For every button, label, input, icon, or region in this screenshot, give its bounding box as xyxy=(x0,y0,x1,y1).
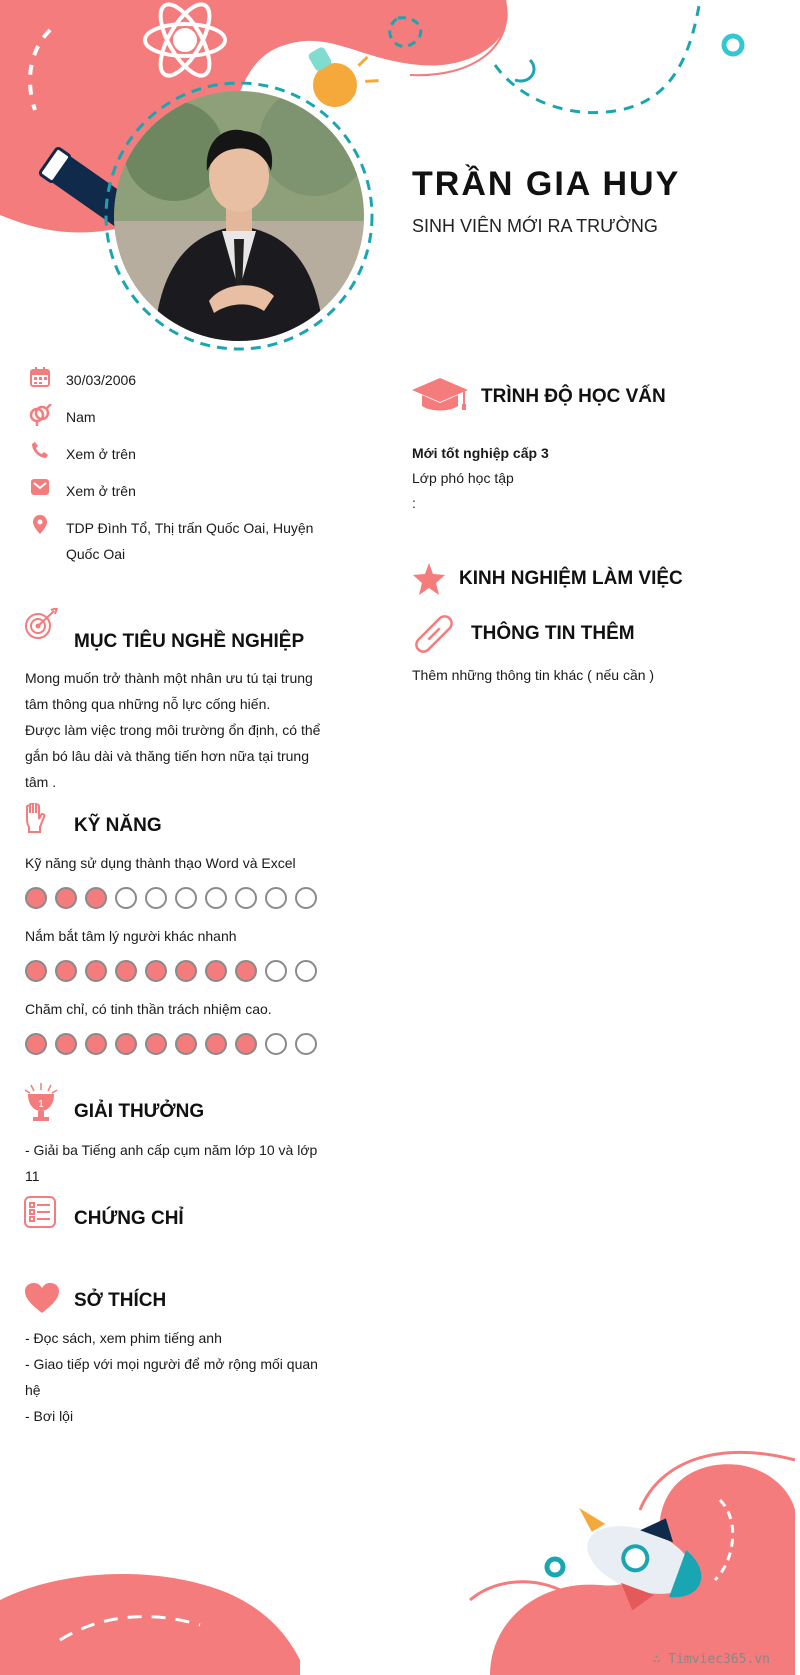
skill-dot-filled xyxy=(175,1033,197,1055)
skill-dot-empty xyxy=(265,960,287,982)
gender-row xyxy=(26,404,96,430)
skill-dot-filled xyxy=(85,1033,107,1055)
education-school: Mới tốt nghiệp cấp 3 xyxy=(412,445,549,461)
hobby-line: - Bơi lội xyxy=(25,1408,74,1424)
candidate-name: TRẦN GIA HUY xyxy=(412,165,681,203)
certificates-title: CHỨNG CHỈ xyxy=(74,1208,184,1229)
objective-line: Mong muốn trở thành một nhân ưu tú tại trung xyxy=(25,670,313,686)
objective-title: MỤC TIÊU NGHỀ NGHIỆP xyxy=(74,631,305,652)
skill-dot-filled xyxy=(175,960,197,982)
hand-icon xyxy=(24,803,46,838)
skill-dot-filled xyxy=(205,1033,227,1055)
address-line-1: TDP Đình Tổ, Thị trấn Quốc Oai, Huyện xyxy=(66,520,314,536)
objective-line: Được làm việc trong môi trường ổn định, có thể xyxy=(25,722,321,738)
objective-line: tâm . xyxy=(25,774,57,790)
skill-dot-empty xyxy=(295,960,317,982)
skill-dot-filled xyxy=(115,1033,137,1055)
email-row xyxy=(26,478,136,504)
skill-dot-filled xyxy=(55,1033,77,1055)
hobby-line: - Đọc sách, xem phim tiếng anh xyxy=(25,1330,222,1346)
link-icon xyxy=(414,614,454,659)
skill-name: Chăm chỉ, có tinh thần trách nhiệm cao. xyxy=(25,1001,272,1017)
skill-dot-filled xyxy=(115,960,137,982)
svg-text:1: 1 xyxy=(38,1099,44,1110)
calendar-icon xyxy=(26,367,54,389)
award-line: - Giải ba Tiếng anh cấp cụm năm lớp 10 và lớp xyxy=(25,1142,318,1158)
education-extra: : xyxy=(412,495,416,511)
trophy-icon xyxy=(24,1083,58,1128)
skill-dot-filled xyxy=(85,887,107,909)
heart-icon xyxy=(24,1282,60,1319)
skill-dot-filled xyxy=(55,887,77,909)
gender-text: Nam xyxy=(66,409,96,425)
objective-text xyxy=(25,665,325,795)
skills-title: KỸ NĂNG xyxy=(74,815,162,836)
skill-dot-filled xyxy=(25,1033,47,1055)
more-info-text: Thêm những thông tin khác ( nếu cần ) xyxy=(412,667,655,683)
location-pin-icon xyxy=(26,515,54,537)
skill-dot-filled xyxy=(205,960,227,982)
skill-dot-filled xyxy=(235,1033,257,1055)
skill-name: Kỹ năng sử dụng thành thạo Word và Excel xyxy=(25,855,296,871)
skill-dot-filled xyxy=(25,887,47,909)
hobbies-text xyxy=(25,1325,325,1429)
checklist-icon xyxy=(24,1196,56,1233)
experience-title: KINH NGHIỆM LÀM VIỆC xyxy=(459,568,683,589)
hobbies-title: SỞ THÍCH xyxy=(74,1290,167,1311)
skill-dot-empty xyxy=(265,887,287,909)
brand-watermark: ∴ Timviec365.vn xyxy=(652,1652,770,1667)
skill-dot-filled xyxy=(55,960,77,982)
skill-dot-filled xyxy=(145,960,167,982)
award-line: 11 xyxy=(25,1168,40,1184)
objective-line: tâm thông qua những nỗ lực cống hiến. xyxy=(25,696,271,712)
hobby-line: - Giao tiếp với mọi người để mở rộng mối quan xyxy=(25,1356,318,1372)
skill-name: Nắm bắt tâm lý người khác nhanh xyxy=(25,928,237,944)
skill-dot-empty xyxy=(175,887,197,909)
phone-text: Xem ở trên xyxy=(66,446,136,462)
education-detail: Lớp phó học tập xyxy=(412,470,514,486)
candidate-role: SINH VIÊN MỚI RA TRƯỜNG xyxy=(412,216,658,236)
skill-dot-empty xyxy=(265,1033,287,1055)
skill-dot-filled xyxy=(145,1033,167,1055)
address-line-2: Quốc Oai xyxy=(66,546,126,562)
birthday-row xyxy=(26,367,136,393)
email-text: Xem ở trên xyxy=(66,483,136,499)
graduation-cap-icon xyxy=(412,378,468,419)
skill-dot-filled xyxy=(235,960,257,982)
skill-dot-empty xyxy=(205,887,227,909)
phone-icon xyxy=(26,441,54,463)
skill-rating xyxy=(25,960,317,982)
objective-line: gắn bó lâu dài và thăng tiến hơn nữa tại trung xyxy=(25,748,309,764)
profile-photo xyxy=(114,91,364,341)
skill-dot-filled xyxy=(25,960,47,982)
address-row xyxy=(26,515,313,567)
star-icon xyxy=(412,563,446,600)
target-icon xyxy=(24,608,58,645)
skill-rating xyxy=(25,1033,317,1055)
skill-dot-empty xyxy=(145,887,167,909)
skill-dot-empty xyxy=(115,887,137,909)
education-title: TRÌNH ĐỘ HỌC VẤN xyxy=(481,386,666,407)
skill-dot-empty xyxy=(295,887,317,909)
email-icon xyxy=(26,478,54,500)
birthday-text: 30/03/2006 xyxy=(66,372,137,388)
skill-rating xyxy=(25,887,317,909)
hobby-line: hệ xyxy=(25,1382,41,1398)
awards-text xyxy=(25,1137,325,1189)
phone-row xyxy=(26,441,136,467)
skill-dot-empty xyxy=(295,1033,317,1055)
more-info-title: THÔNG TIN THÊM xyxy=(471,623,635,644)
skill-dot-empty xyxy=(235,887,257,909)
awards-title: GIẢI THƯỞNG xyxy=(74,1101,205,1122)
skill-dot-filled xyxy=(85,960,107,982)
gender-icon xyxy=(26,404,54,426)
